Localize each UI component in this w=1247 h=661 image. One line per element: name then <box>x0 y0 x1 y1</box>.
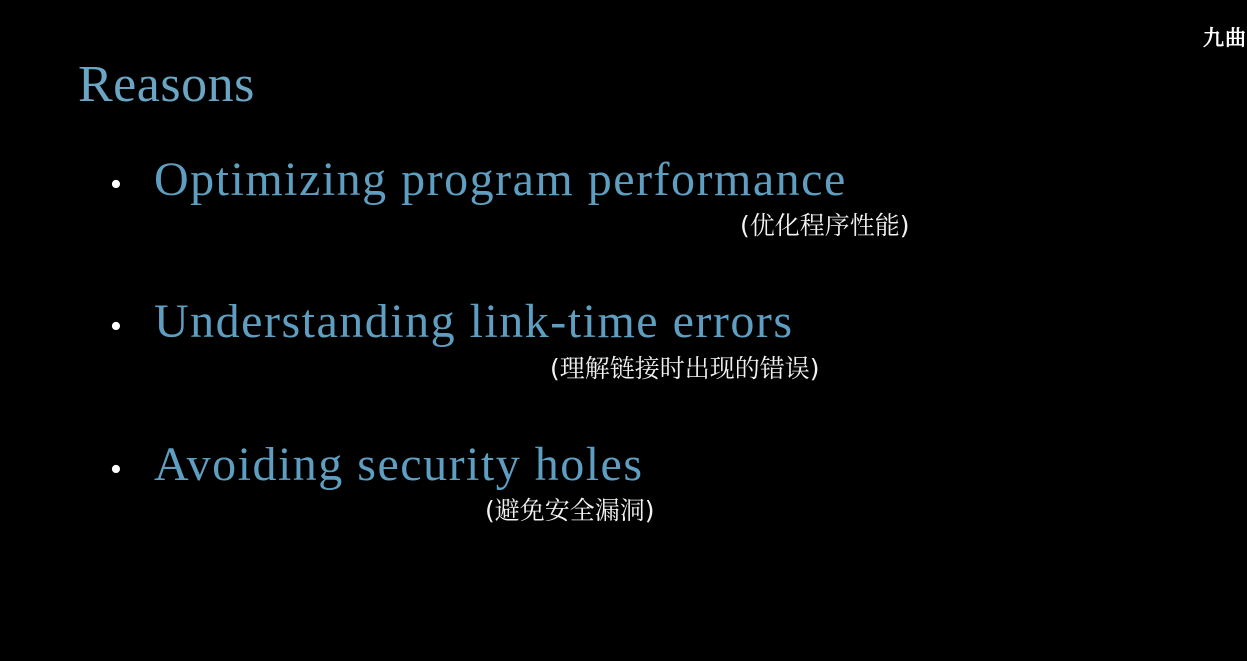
page-title: Reasons <box>78 56 255 113</box>
bullet-row <box>110 155 1160 205</box>
bullet-dot-icon: • <box>110 308 122 346</box>
bullet-list <box>110 155 1160 582</box>
bullet-translation: (避免安全漏洞) <box>485 496 655 526</box>
list-item <box>110 437 1160 526</box>
bullet-translation: (理解链接时出现的错误) <box>550 353 820 383</box>
bullet-row <box>110 437 1160 491</box>
list-item <box>110 155 1160 241</box>
bullet-text: Optimizing program performance <box>154 153 847 206</box>
bullet-dot-icon: • <box>110 166 122 203</box>
bullet-dot-icon: • <box>110 450 122 488</box>
bullet-translation: (优化程序性能) <box>740 211 910 241</box>
list-item <box>110 297 1160 383</box>
bullet-text: Understanding link-time errors <box>154 295 794 349</box>
bullet-text: Avoiding security holes <box>154 437 644 491</box>
watermark-label: 九曲 <box>1203 26 1247 50</box>
bullet-row <box>110 297 1160 347</box>
